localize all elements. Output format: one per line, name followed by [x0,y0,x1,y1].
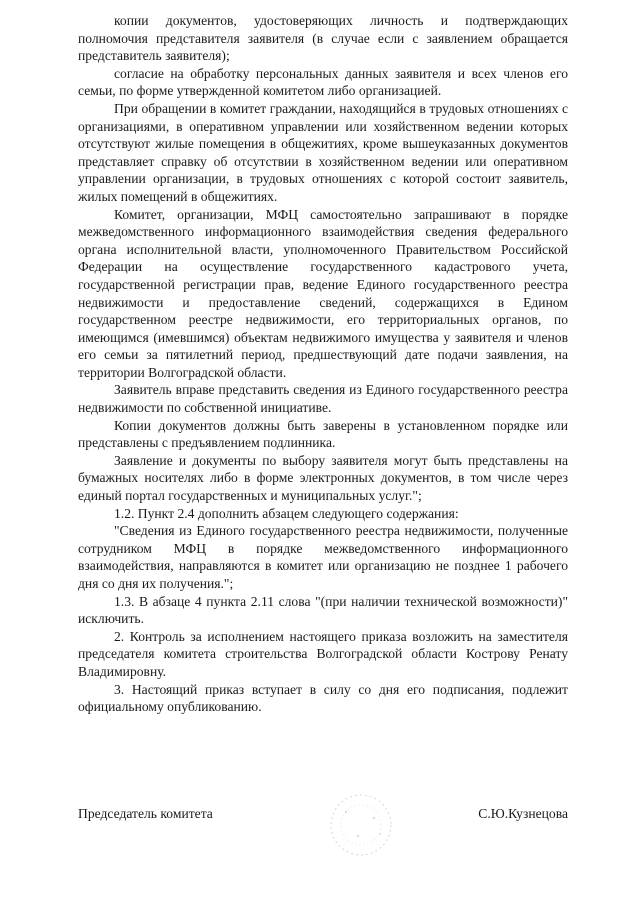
paragraph-copies-documents: копии документов, удостоверяющих личность и подтверждающих полномочия представителя заявителя (в случае если с заявлением обращается представитель заявителя); [78,13,568,64]
signatory-position: Председатель комитета [78,806,213,821]
paragraph-registry-info: "Сведения из Единого государственного реестра недвижимости, полученные сотрудником МФЦ в порядке межведомственного информационного взаимодействия, направляются в комитет или организацию не позднее 1 рабочего дня со дня их получения."; [78,523,568,591]
paragraph-copies-certified: Копии документов должны быть заверены в установленном порядке или представлены с предъявлением подлинника. [78,417,568,451]
signature-block [78,806,568,826]
signatory-name: С.Ю.Кузнецова [478,806,568,821]
paragraph-applicant-right: Заявитель вправе представить сведения из Единого государственного реестра недвижимости по собственной инициативе. [78,382,568,416]
paragraph-item-3-effect: 3. Настоящий приказ вступает в силу со дня его подписания, подлежит официальному опубликованию. [78,681,568,715]
paragraph-interagency-request: Комитет, организации, МФЦ самостоятельно запрашивают в порядке межведомственного информационного взаимодействия сведения федерального органа исполнительной власти, уполномоченного Правительством Российской Федерации на осуществление государственного кадастрового учета, государственной регистрации прав, ведение Единого государственного реестра недвижимости и предоставление сведений, содержащихся в Едином государственном реестре недвижимости, его территориальных органов, по имеющимся (имевшимся) объектам недвижимого имущества у заявителя и членов его семьи за пятилетний период, предшествующий дате подачи заявления, на территории Волгоградской области. [78,206,568,380]
paragraph-item-1-2: 1.2. Пункт 2.4 дополнить абзацем следующего содержания: [114,505,459,521]
document-body [78,12,568,716]
paragraph-consent: согласие на обработку персональных данных заявителя и всех членов его семьи, по форме утвержденной комитетом либо организацией. [78,65,568,99]
paragraph-submission-form: Заявление и документы по выбору заявителя могут быть представлены на бумажных носителях либо в форме электронных документов, в том числе через единый портал государственных и муниципальных услуг."; [78,452,568,504]
paragraph-item-1-3: 1.3. В абзаце 4 пункта 2.11 слова "(при наличии технической возможности)" исключить. [78,593,568,627]
paragraph-employment-dormitory: При обращении в комитет граждании, находящийся в трудовых отношениях с организациями, в оперативном управлении или хозяйственном ведении которых отсутствуют жилые помещения в общежитиях, кроме вышеуказанных документов представляет справку об отсутствии в хозяйственном ведении или оперативном управлении организации, в трудовых отношениях с которой состоит заявитель, жилых помещений в общежитиях. [78,100,568,204]
paragraph-item-2-control: 2. Контроль за исполнением настоящего приказа возложить на заместителя председателя комитета строительства Волгоградской области Кострову Ренату Владимировну. [78,628,568,679]
